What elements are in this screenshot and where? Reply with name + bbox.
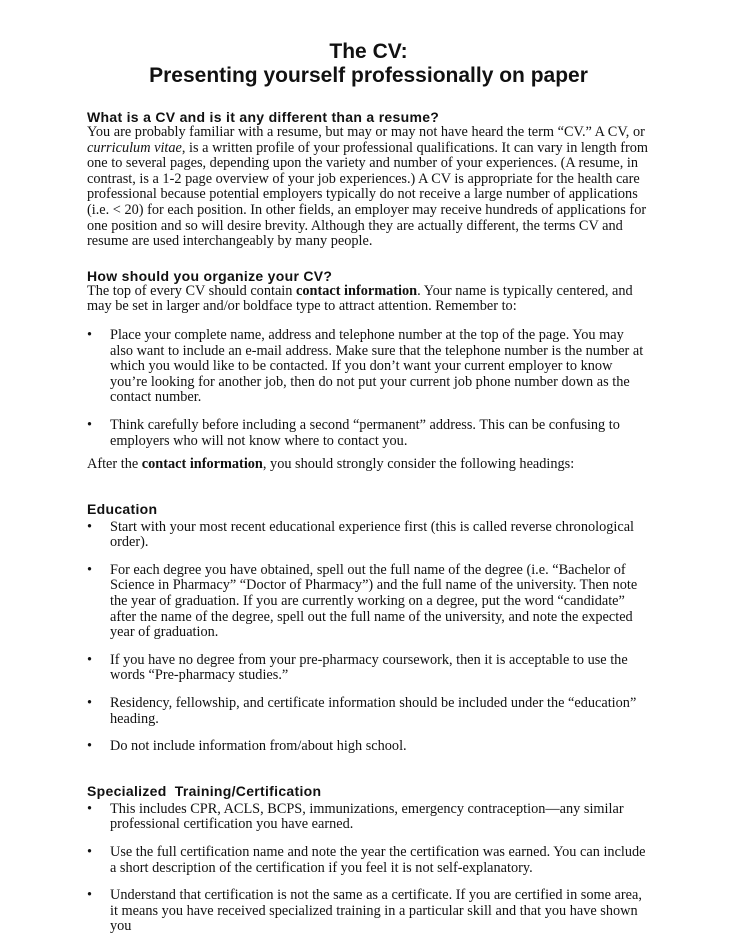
heading-specialized-training: Specialized Training/Certification	[87, 782, 322, 799]
list-item	[87, 328, 650, 406]
paragraph-text: , you should strongly consider the following headings:	[262, 456, 575, 473]
list-item-text: If you have no degree from your pre-pharmacy coursework, then it is acceptable to use the words “Pre-pharmacy studies.”	[110, 651, 628, 684]
paragraph-bold-term: contact information	[296, 282, 418, 299]
list-item-text: For each degree you have obtained, spell out the full name of the degree (i.e. “Bachelor of Science in Pharmacy” “Doctor of Pharmacy”) and the full name of the university. Then note the year of graduation. If you are currently working on a degree, put the word “candidate” after the name of the degree, spell out the full name of the university, and note the expected year of graduation.	[110, 561, 638, 641]
list-item	[87, 418, 650, 449]
paragraph-text: . Your name is typically centered, and may be set in larger and/or boldface type to attract attention. Remember to:	[87, 282, 633, 315]
paragraph-italic-term: curriculum vitae	[87, 139, 182, 156]
list-item-text: Think carefully before including a second “permanent” address. This can be confusing to employers who will not know where to contact you.	[110, 416, 620, 449]
bullet-glyph: •	[87, 416, 93, 433]
heading-organize-cv: How should you organize your CV?	[87, 267, 333, 284]
paragraph-text: You are probably familiar with a resume, but may or may not have heard the term “CV.” A CV, or	[87, 124, 645, 140]
paragraph-bold-term: contact information	[141, 456, 263, 473]
list-item	[87, 845, 650, 876]
bullet-glyph: •	[87, 887, 93, 904]
list-item	[87, 739, 650, 755]
education-bullet-list	[87, 520, 650, 755]
paragraph-text: The top of every CV should contain	[87, 282, 296, 299]
list-item-text: Use the full certification name and note the year the certification was earned. You can include a short description of the certification if you feel it is not self-explanatory.	[110, 844, 646, 876]
title-line-2: Presenting yourself professionally on paper	[149, 64, 588, 87]
list-item	[87, 563, 650, 641]
bullet-glyph: •	[87, 800, 93, 817]
list-item	[87, 888, 650, 935]
bullet-glyph: •	[87, 651, 93, 668]
bullet-glyph: •	[87, 738, 93, 755]
paragraph-after-contact	[87, 457, 650, 473]
list-item-text: Residency, fellowship, and certificate information should be included under the “education” heading.	[110, 695, 637, 727]
document-title	[87, 40, 650, 88]
list-item-text: Place your complete name, address and telephone number at the top of the page. You may also want to include an e-mail address. Make sure that the telephone number is the number at which you would like to be contacted. If you don’t want your current employer to know you’re looking for another job, then do not put your current job phone number down as the contact number.	[110, 326, 644, 406]
paragraph-text: , is a written profile of your professional qualifications. It can vary in length from one to several pages, depending upon the variety and number of your experiences. (A resume, in contrast, is a 1-2 page overview of your job experiences.) A CV is appropriate for the health care professional because potential employers typically do not receive a large number of applications (i.e. < 20) for each position. In other fields, an employer may receive hundreds of applications for one position and so will desire brevity. Although they are actually different, the terms CV and resume are used interchangeably by many people.	[87, 139, 649, 250]
list-item	[87, 696, 650, 727]
heading-what-is-cv: What is a CV and is it any different than a resume?	[87, 109, 440, 125]
list-item	[87, 520, 650, 551]
heading-education: Education	[87, 500, 158, 517]
paragraph-cv-definition	[87, 125, 650, 250]
contact-bullet-list	[87, 328, 650, 449]
bullet-glyph: •	[87, 844, 93, 860]
bullet-glyph: •	[87, 695, 93, 712]
list-item-text: This includes CPR, ACLS, BCPS, immunizations, emergency contraception—any similar professional certification you have earned.	[110, 800, 624, 833]
paragraph-text: After the	[87, 456, 142, 473]
certification-bullet-list	[87, 802, 650, 935]
list-item-text: Understand that certification is not the same as a certificate. If you are certified in some area, it means you have received specialized training in a particular skill and that you have shown you	[110, 887, 642, 935]
list-item-text: Do not include information from/about high school.	[110, 738, 407, 755]
list-item-text: Start with your most recent educational experience first (this is called reverse chronological order).	[110, 518, 635, 551]
list-item	[87, 802, 650, 833]
bullet-glyph: •	[87, 518, 93, 535]
bullet-glyph: •	[87, 326, 93, 343]
bullet-glyph: •	[87, 561, 93, 578]
list-item	[87, 653, 650, 684]
paragraph-contact-intro	[87, 284, 650, 315]
title-line-1: The CV:	[329, 40, 408, 63]
